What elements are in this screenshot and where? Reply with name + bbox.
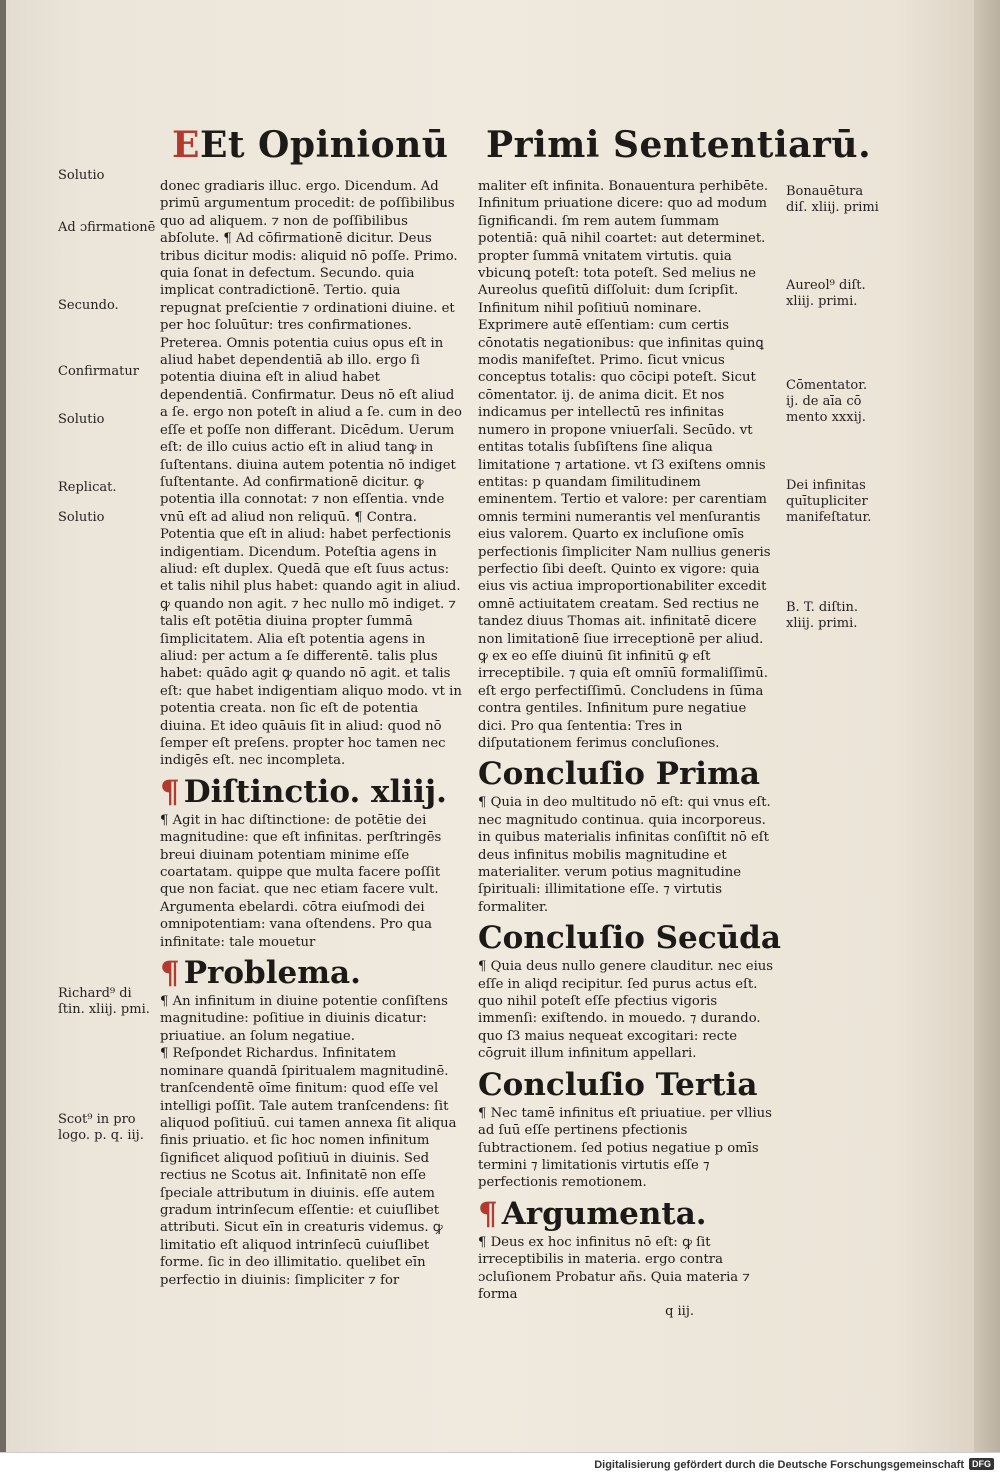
- rubric-mark: E: [172, 124, 200, 166]
- paragraph: ¶ Quia deus nullo genere clauditur. nec eius eſſe in aliqd recipitur. ſed purus actus eſt. quo nihil poteſt eſſe pfectius vigoris immenſi: exiſtendo. in mouedo. ⁊ durando. quo ſ3 maius nequeat excogitari: recte cōgruit illum infinitum appellari.: [478, 959, 774, 1062]
- section-heading-conclusio-prima: Concluſio Prima: [478, 756, 760, 793]
- margin-note-right-5: B. T. diſtin. xliij. primi.: [786, 600, 859, 631]
- paragraph: maliter eſt infinita. Bonauentura perhibēte. Infinitum priuatione dicere: quo ad modum ſignificandi. ſm rem autem ſummam potentiā: quā nihil coartet: aut determinet. propter ſummā vnitatem virtutis. quia vbicunꝗ poteſt: tota poteſt. Sed melius ne Aureolus queſitū diſſoluit: dum ſcripſit. Infinitum nihil poſitiuū nominare. Exprimere autē eſſentiam: cum certis cōnotatis negationibus: que infinitas quinꝗ modis manifeſtet. Primo. ſicut vnicus conceptus totalis: quo cōcipi poteſt. Sicut cōmentator. ij. de anima dicit. Et nos indicamus per intellectū res infinitas numero in propone vniuerſali. Secūdo. vt entitas totalis ſubſiſtens ſine aliqua limitatione ⁊ artatione. vt ſ3 exiſtens omnis entitas: p quandam ſimilitudinem eminentem. Tertio et valore: per carentiam omnis termini numerantis vel menſurantis eius valorem. Quarto ex incluſione omīs perfectionis ſimpliciter Nam nullius generis perfectio ſibi deeſt. Quinto ex vigore: quia eius vis actiua improportionabiliter excedit omnē actiuitatem creatam. Sed rectius ne tandez diuus Thomas ait. infinitatē dicere non limitationē ſiue irreceptionē per aliud. ꝙ ex eo eſſe diuinū ſit infinitū ꝙ eſt irreceptibile. ⁊ quia eſt omnīū formaliſſimū. eſt ergo perfectiſſimū. Concludens in ſūma contra gentiles. Infinitum pure negatiue dici. Pro qua ſententia: Tres in diſputationem ferimus concluſiones.: [478, 179, 771, 751]
- running-header-left: [172, 124, 448, 166]
- text-column-right: [478, 178, 781, 1321]
- footer-bar: [0, 1452, 1000, 1479]
- rubric-mark: ¶: [478, 1195, 498, 1232]
- margin-note-left-6: Replicat.: [58, 480, 117, 495]
- section-heading-conclusio-tertia: Concluſio Tertia: [478, 1066, 758, 1103]
- margin-note-left-9: Scot⁹ in pro logo. p. q. iij.: [58, 1112, 144, 1143]
- margin-note-left-8: Richard⁹ di ſtin. xliij. pmi.: [58, 986, 150, 1017]
- paragraph: ¶ Agit in hac diſtinctione: de potētie dei magnitudine: que eſt infinitas. perſtringēs breui diuinam potentiam minime eſſe coartatam. quippe que multa facere poſſit que non faciat. que nec etiam facere vult. Argumenta ebelardi. cōtra eiuſmodi dei omnipotentiam: vana oſtendens. Pro qua infinitate: tale mouetur: [160, 812, 442, 950]
- paragraph: ¶ Deus ex hoc infinitus nō eſt: ꝙ ſit irreceptibilis in materia. ergo contra ɔcluſionem Probatur añs. Quia materia ⁊ forma: [478, 1234, 750, 1302]
- paragraph: ¶ Nec tamē infinitus eſt priuatiue. per vllius ad ſuū eſſe pertinens pfectionis ſubtractionem. ſed potius negatiue p omīs termini ⁊ limitationis virtutis eſſe ⁊ perfectionis remotionem.: [478, 1105, 772, 1191]
- margin-note-left-4: Confirmatur: [58, 364, 139, 379]
- margin-note-left-1: Solutio: [58, 168, 105, 183]
- paragraph: donec gradiaris illuc. ergo. Dicendum. Ad primū argumentum procedit: de poſſibilibus quo ad aliquem. ⁊ non de poſſibilibus abſolute. ¶ Ad cōfirmationē dicitur. Deus tribus dicitur modis: aliquid nō poſſe. Primo. quia ſonat in defectum. Secundo. quia implicat contradictionē. Tertio. quia repugnat preſcientie ⁊ ordinationi diuine. et per hoc ſoluūtur: tres confirmationes. Preterea. Omnis potentia cuius opus eſt in aliud habet dependentiā ab illo. ergo ſi potentia diuina eſt in aliud habet dependentiā. Confirmatur. Deus nō eſt aliud a ſe. ergo non poteſt in aliud a ſe. cum in deo eſſe et poſſe non differant. Dicēdum. Uerum eſt: de illo cuius actio eſt in aliud tanꝙ in ſuſtentans. diuina autem potentia nō indiget ſuſtentante. Ad confirmationē dicitur. ꝙ potentia illa connotat: ⁊ non eſſentia. vnde vnū eſt ad aliud non reliquū. ¶ Contra. Potentia que eſt in aliud: habet perfectionis indigentiam. Dicendum. Poteſtia agens in aliud: eſt duplex. Quedā que eſt ſuus actus: et talis nihil plus habet: quando agit in aliud. ꝙ quando non agit. ⁊ hec nullo mō indiget. ⁊ talis eſt potētia diuina propter ſummā ſimplicitatem. Alia eſt potentia agens in aliud: per actum a ſe differentē. talis plus habet: quādo agit ꝙ quando nō agit. et talis eſt: que habet indigentiam aliquo modo. vt in potentia creata. non ſic eſt de potentia diuina. Et ideo quāuis ſit in aliud: quod nō ſemper eſt preſens. propter hoc tamen nec indigēs eſt. nec incompleta.: [160, 179, 462, 769]
- rubric-mark: ¶: [160, 773, 180, 810]
- section-heading-problema: [160, 955, 462, 991]
- section-heading-argumenta: [478, 1196, 774, 1232]
- signature-mark: q iij.: [665, 1304, 694, 1320]
- paragraph: ¶ Quia in deo multitudo nō eſt: qui vnus eſt. nec magnitudo continua. quia incorporeus. in quibus materialis infinitas conſiſtit nō eſt deus infinitus mobilis magnitudine et materialiter. verum potius magnitudine ſpirituali: illimitatione eſſe. ⁊ virtutis formaliter.: [478, 795, 771, 915]
- margin-note-left-2: Ad ɔfirmationē: [58, 220, 156, 235]
- running-header-left-text: Et Opinionū: [199, 124, 449, 166]
- margin-note-left-7: Solutio: [58, 510, 105, 525]
- dfg-logo: DFG: [969, 1458, 994, 1470]
- text-column-left: [160, 178, 462, 1289]
- running-header-right: Primi Sententiarū.: [486, 124, 872, 166]
- margin-note-right-2: Aureol⁹ diſt. xliij. primi.: [786, 278, 866, 309]
- funding-credit: Digitalisierung gefördert durch die Deutsche Forschungsgemeinschaft: [594, 1459, 964, 1471]
- heading-text: Diſtinctio. xliij.: [183, 773, 447, 810]
- margin-note-left-5: Solutio: [58, 412, 105, 427]
- margin-note-right-3: Cōmentator. ij. de aīa cō mento xxxij.: [786, 378, 868, 425]
- paragraph: ¶ An infinitum in diuine potentie conſiſtens magnitudine: poſitiue in diuinis dicatur: priuatiue. an ſolum negatiue.: [160, 994, 448, 1044]
- rubric-mark: ¶: [160, 955, 180, 992]
- section-heading-conclusio-secunda: Concluſio Secūda: [478, 920, 781, 957]
- section-heading-distinctio: [160, 774, 462, 810]
- paragraph: ¶ Reſpondet Richardus. Infinitatem nominare quandā ſpiritualem magnitudinē. tranſcendentē oīme finitum: quod eſſe vel intelligi poſſit. Tale autem tranſcendens: ſit aliquod poſitiuū. cui tamen annexa ſit aliqua finis priuatio. et ſic hoc nomen infinitum ſignificet aliquod poſitiuū in diuinis. Sed rectius ne Scotus ait. Infinitatē non eſſe ſpeciale attributum in diuinis. eſſe autem gradum intrinſecum eſſentie: et cuiuſlibet attributi. Sicut eīn in creaturis videmus. ꝙ limitatio eſt aliquod intrinſecū cuiuſlibet forme. ſic in deo illimitatio. quelibet eīn perfectio in diuinis: ſimpliciter ⁊ for: [160, 1046, 457, 1288]
- margin-note-left-3: Secundo.: [58, 298, 119, 313]
- page-edge: [974, 0, 1000, 1452]
- heading-text: Argumenta.: [501, 1195, 707, 1232]
- heading-text: Problema.: [183, 955, 361, 992]
- margin-note-right-1: Bonauētura diſ. xliij. primi: [786, 184, 879, 215]
- margin-note-right-4: Dei infinitas quītupliciter manifeſtatur.: [786, 478, 872, 525]
